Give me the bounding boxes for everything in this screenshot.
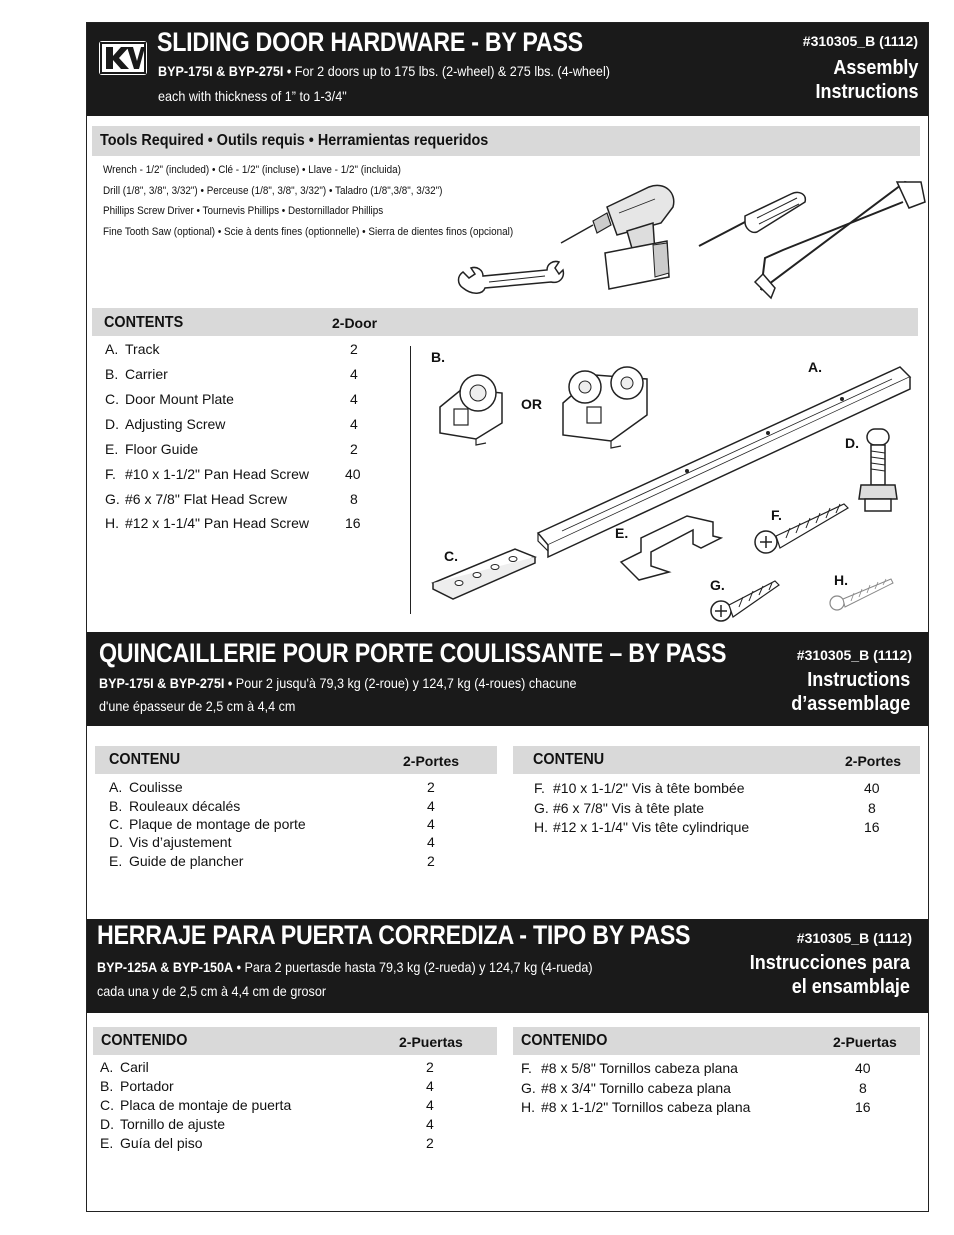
kv-logo	[99, 41, 147, 75]
tool-drill: Drill (1/8", 3/8", 3/32") • Perceuse (1/8", 3/8", 3/32") • Taladro (1/8",3/8", 3/32")	[103, 184, 443, 197]
contents-header: CONTENTS	[104, 314, 184, 331]
spanish-doc-code: #310305_B (1112)	[796, 930, 912, 946]
french-title: QUINCAILLERIE POUR PORTE COULISSANTE – BY PASS	[99, 638, 727, 668]
contents-divider	[410, 346, 411, 614]
tool-wrench: Wrench - 1/2" (included) • Clé - 1/2" (incluse) • Llave - 1/2" (incluida)	[103, 164, 401, 176]
pan-head-screw-f-icon	[752, 498, 852, 556]
bullet: •	[286, 63, 292, 79]
english-header	[87, 23, 928, 116]
english-doc-line1: Assembly	[832, 57, 918, 79]
spanish-contents-header-left: CONTENIDO	[101, 1032, 188, 1049]
english-doc-line2: Instructions	[814, 81, 918, 103]
hacksaw-icon	[747, 178, 927, 303]
french-models: BYP-175I & BYP-275I	[99, 675, 225, 691]
pan-head-screw-h-icon	[827, 573, 897, 613]
part-label-or: OR	[521, 396, 542, 412]
part-label-f: F.	[771, 507, 782, 523]
part-label-a: A.	[808, 359, 822, 375]
english-subtitle-line1	[158, 63, 610, 79]
french-doc-code: #310305_B (1112)	[796, 647, 912, 663]
contents-header-bar	[92, 308, 918, 336]
wrench-icon	[455, 258, 565, 298]
french-contents-right-bar	[513, 746, 920, 774]
spanish-column-header-right: 2-Puertas	[833, 1034, 897, 1050]
english-title: SLIDING DOOR HARDWARE - BY PASS	[157, 27, 583, 57]
spanish-contents-right-bar	[513, 1027, 920, 1055]
spanish-column-header-left: 2-Puertas	[399, 1034, 463, 1050]
part-label-h: H.	[834, 572, 848, 588]
french-contents-left-bar	[95, 746, 497, 774]
carrier-2-wheel-icon	[432, 363, 512, 443]
french-subtitle-line1	[99, 675, 576, 691]
french-column-header-right: 2-Portes	[845, 753, 902, 769]
bullet: •	[236, 959, 242, 975]
tools-header-bar	[92, 126, 920, 156]
spanish-doc-title	[750, 951, 910, 999]
french-desc2: d'une épasseur de 2,5 cm à 4,4 cm	[99, 698, 296, 714]
tool-screwdriver: Phillips Screw Driver • Tournevis Phillips • Destornillador Phillips	[103, 205, 384, 217]
part-label-g: G.	[710, 577, 725, 593]
adjusting-screw-icon	[857, 425, 902, 517]
french-contents-header-right: CONTENU	[533, 751, 605, 768]
contents-column-header: 2-Door	[332, 315, 378, 331]
spanish-contents-header-right: CONTENIDO	[521, 1032, 608, 1049]
flat-head-screw-g-icon	[707, 575, 782, 623]
english-desc2: each with thickness of 1” to 1-3/4"	[158, 88, 347, 104]
spanish-subtitle-line1	[97, 959, 593, 975]
tool-saw: Fine Tooth Saw (optional) • Scie à dents fines (optionnelle) • Sierra de dientes finos (opcional)	[103, 225, 514, 238]
spanish-header	[87, 919, 928, 1013]
floor-guide-icon	[617, 508, 727, 580]
english-doc-code: #310305_B (1112)	[802, 33, 918, 49]
spanish-doc-line1: Instrucciones para	[749, 952, 910, 974]
french-desc1: Pour 2 jusqu'à 79,3 kg (2-roue) y 124,7 kg (4-roues) chacune	[235, 675, 577, 691]
spanish-desc2: cada una y de 2,5 cm à 4,4 cm de grosor	[97, 983, 327, 999]
part-label-e: E.	[615, 525, 629, 541]
tools-list	[103, 160, 513, 242]
drill-icon	[557, 173, 687, 293]
door-mount-plate-icon	[429, 543, 539, 603]
page-frame: SLIDING DOOR HARDWARE - BY PASS BYP-175I & BYP-275I • For 2 doors up to 175 lbs. (2-wheel) & 275 lbs. (4-wheel) each with thickness of 1” to 1-3/4" #310305_B (1112) Assembly Instructions Tools Required • Outils requis • Herramientas requeridos Wrench - 1/2" (included) • Clé - 1/2" (incluse) • Llave - 1/2" (incluida) Drill (1/8", 3/8", 3/32") • Perceuse (1/8", 3/8", 3/32") • Taladro (1/8",3/8", 3/32") Phillips Screw Driver • Tournevis Phillips • Destornillador Phillips Fine Tooth Saw (optional) • Scie à dents fines (optionnelle) • Sierra de dientes finos (opcional) CONTENTS 2-Door A. Track 2 B. Carrier 4 C. Door Mount Plate 4 D. Adjusting Screw 4 E. Floor Guide 2 F. #10 x 1-1/2" Pan Head Screw 40 G. #6 x 7/8" Flat Head Screw 8 H. #12 x 1-1/4" Pan Head Screw 16 B. OR A. D. F. E. C. G. H. QUINCAILLERIE POUR PORTE COULISSANTE – BY PASS BYP-175I & BYP-275I • Pour 2 jusqu'à 79,3 kg (2-roue) y 124,7 kg (4-roues) chacune d'une épasseur de 2,5 cm à 4,4 cm #310305_B (1112) Instructions d’assemblage CONTENU 2-Portes CONTENU 2-Portes A. Coulisse 2 B. Rouleaux décalés 4 C. Plaque de montage de porte 4 D. Vis d’ajustement 4 E. Guide de plancher 2 F. #10 x 1-1/2" Vis à tête bombée 40 G. #6 x 7/8" Vis à tête plate 8 H. #12 x 1-1/4" Vis tête cylindrique 16 HERRAJE PARA PUERTA CORREDIZA - TIPO BY PASS BYP-125A & BYP-150A • Para 2 puertasde hasta 79,3 kg (2-rueda) y 124,7 kg (4-rueda) cada una y de 2,5 cm à 4,4 cm de grosor #310305_B (1112) Instrucciones para el ensamblaje CONTENIDO 2-Puertas CONTENIDO 2-Puertas A. Caril 2 B. Portador 4 C. Placa de montaje de puerta 4 D. Tornillo de ajuste 4 E. Guía del piso 2 F. #8 x 5/8" Tornillos cabeza plana 40 G. #8 x 3/4" Tornillo cabeza plana 8 H. #8 x 1-1/2" Tornillos cabeza plana 16	[86, 22, 929, 1212]
part-label-b: B.	[431, 349, 445, 365]
french-doc-title	[791, 668, 910, 716]
spanish-desc1: Para 2 puertasde hasta 79,3 kg (2-rueda) y 124,7 kg (4-rueda)	[244, 959, 593, 975]
english-doc-title	[815, 56, 918, 104]
spanish-title: HERRAJE PARA PUERTA CORREDIZA - TIPO BY PASS	[97, 920, 691, 950]
tools-header: Tools Required • Outils requis • Herramientas requeridos	[100, 132, 489, 149]
spanish-doc-line2: el ensamblaje	[791, 976, 910, 998]
english-desc1: For 2 doors up to 175 lbs. (2-wheel) & 275 lbs. (4-wheel)	[294, 63, 610, 79]
spanish-contents-left-bar	[93, 1027, 497, 1055]
bullet: •	[227, 675, 233, 691]
french-doc-line1: Instructions	[806, 669, 910, 691]
french-contents-header-left: CONTENU	[109, 751, 181, 768]
french-column-header-left: 2-Portes	[403, 753, 460, 769]
french-header	[87, 632, 928, 726]
kv-logo-icon	[99, 41, 147, 75]
part-label-d: D.	[845, 435, 859, 451]
part-label-c: C.	[444, 548, 458, 564]
spanish-models: BYP-125A & BYP-150A	[97, 959, 234, 975]
english-models: BYP-175I & BYP-275I	[158, 63, 284, 79]
french-doc-line2: d’assemblage	[790, 693, 910, 715]
